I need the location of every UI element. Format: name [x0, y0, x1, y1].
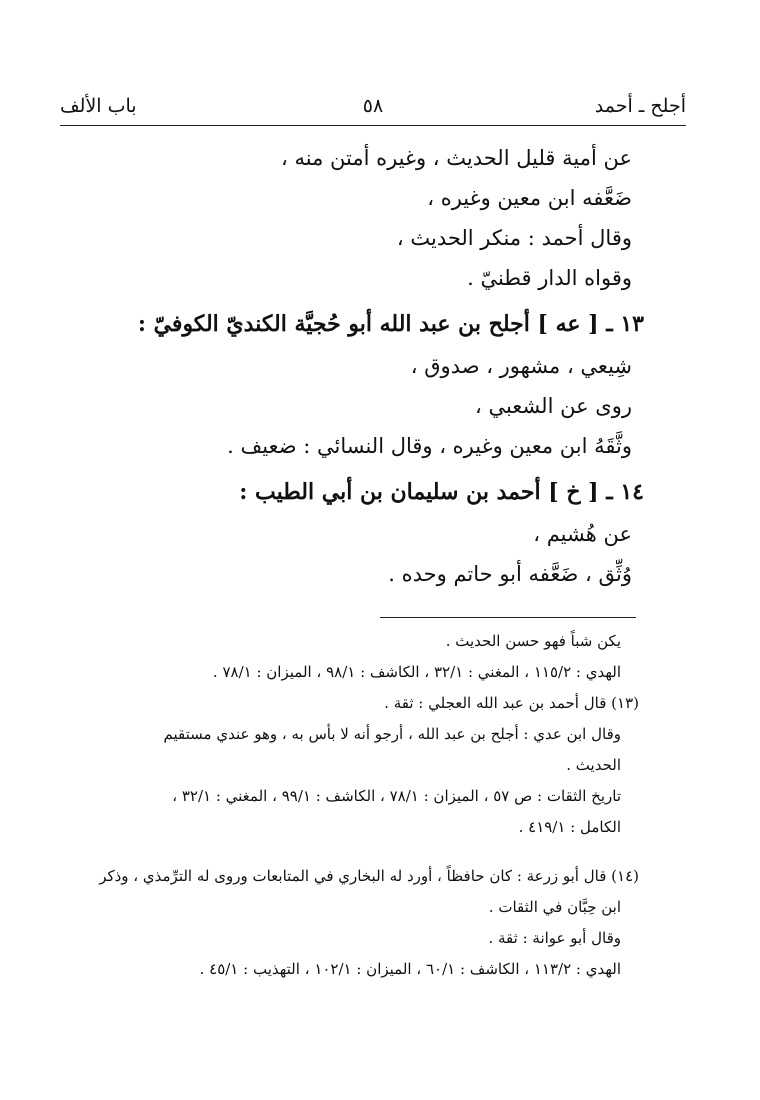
footnote-line: الهدي : ١١٥/٢ ، المغني : ٣٢/١ ، الكاشف : ٩٨/١ ، الميزان : ٧٨/١ .	[212, 663, 621, 681]
page-header	[60, 95, 686, 135]
text-line: وقواه الدار قطنيّ .	[467, 266, 632, 290]
entry-14-line: وُثِّق ، ضَعَّفه أبو حاتم وحده .	[388, 562, 632, 586]
entry-13-line: وثَّقَهُ ابن معين وغيره ، وقال النسائي : ضعيف .	[227, 434, 632, 458]
entry-13-line: شِيعي ، مشهور ، صدوق ،	[410, 354, 632, 378]
footnote-gap	[105, 843, 639, 861]
entry-14-line: عن هُشيم ،	[533, 522, 632, 546]
header-divider	[60, 125, 686, 126]
footnote-13: (١٣) قال أحمد بن عبد الله العجلي : ثقة .	[384, 694, 639, 712]
footnote-line: وقال أبو عوانة : ثقة .	[488, 929, 621, 947]
footnote-line: تاريخ الثقات : ص ٥٧ ، الميزان : ٧٨/١ ، الكاشف : ٩٩/١ ، المغني : ٣٢/١ ،	[172, 787, 621, 805]
footnote-14: (١٤) قال أبو زرعة : كان حافظاً ، أورد له البخاري في المتابعات وروى له الترِّمذي ، وذكر	[99, 867, 639, 885]
text-line: عن أمية قليل الحديث ، وغيره أمتن منه ،	[281, 146, 632, 170]
entry-13-line: روى عن الشعبي ،	[475, 394, 632, 418]
text-line: وقال أحمد : منكر الحديث ،	[396, 226, 632, 250]
entry-14-heading: ١٤ ـ [ خ ] أحمد بن سليمان بن أبي الطيب :	[239, 479, 644, 505]
footnote-line: وقال ابن عدي : أجلح بن عبد الله ، أرجو أنه لا بأس به ، وهو عندي مستقيم	[163, 725, 621, 743]
running-title: أجلح ـ أحمد	[594, 95, 686, 117]
footnotes	[99, 626, 639, 985]
main-text	[60, 138, 644, 594]
footnote-divider	[380, 617, 636, 618]
footnote-line: الحديث .	[566, 756, 621, 774]
text-line: ضَعَّفه ابن معين وغيره ،	[427, 186, 632, 210]
page-number: ٥٨	[362, 95, 384, 117]
footnote-line: الهدي : ١١٣/٢ ، الكاشف : ٦٠/١ ، الميزان : ١٠٢/١ ، التهذيب : ٤٥/١ .	[199, 960, 621, 978]
footnote-line: الكامل : ٤١٩/١ .	[518, 818, 621, 836]
chapter-title: باب الألف	[60, 95, 137, 117]
entry-13-heading: ١٣ ـ [ عه ] أجلح بن عبد الله أبو حُجيَّة الكنديّ الكوفيّ :	[137, 311, 644, 337]
footnote-line: يكن شباً فهو حسن الحديث .	[445, 632, 621, 650]
footnote-line: ابن حِبَّان في الثقات .	[488, 898, 621, 916]
